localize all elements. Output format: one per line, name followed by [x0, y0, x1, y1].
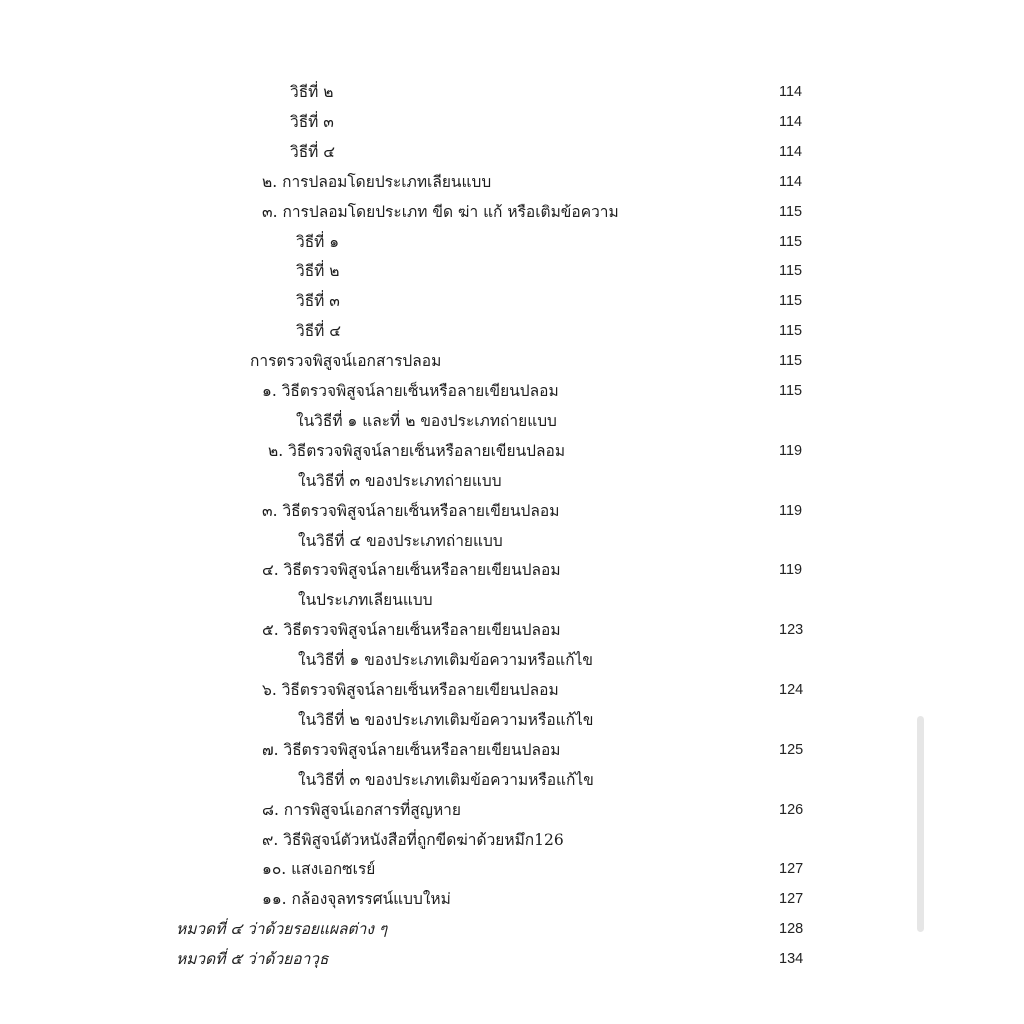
toc-entry-page-number: 114 — [779, 84, 803, 100]
toc-entry-page-number: 115 — [779, 293, 803, 310]
toc-entry-title: วิธีที่ ๓ — [296, 292, 340, 311]
toc-entry-page-number: 114 — [779, 113, 803, 130]
toc-entry — [268, 436, 565, 466]
toc-entry — [298, 645, 593, 675]
toc-entry-title: ๕. วิธีตรวจพิสูจน์ลายเซ็นหรือลายเขียนปลอม — [262, 621, 561, 640]
toc-entry-page-number: 115 — [779, 323, 803, 340]
toc-entry-page-number: 128 — [779, 921, 804, 938]
toc-entry-title: ๒. การปลอมโดยประเภทเลียนแบบ — [262, 172, 492, 191]
toc-entry — [290, 77, 334, 107]
toc-entry — [298, 705, 593, 735]
toc-entry-title: วิธีที่ ๔ — [290, 142, 336, 161]
toc-entry-title: ๓. วิธีตรวจพิสูจน์ลายเซ็นหรือลายเขียนปลอม — [262, 501, 560, 520]
toc-entry — [296, 256, 340, 286]
toc-entry-page-number: 125 — [779, 741, 804, 758]
toc-entry — [262, 555, 561, 585]
toc-entry-title: หมวดที่ ๕ ว่าด้วยอาวุธ — [176, 950, 329, 969]
toc-entry — [262, 167, 491, 197]
toc-entry-title: ๘. การพิสูจน์เอกสารที่สูญหาย — [262, 800, 461, 819]
toc-entry-page-number: 115 — [779, 263, 803, 280]
toc-entry-page-number: 119 — [779, 562, 803, 579]
toc-entry-title: วิธีที่ ๑ — [296, 232, 340, 251]
toc-entry-page-number: 119 — [779, 502, 803, 519]
toc-entry-title: หมวดที่ ๔ ว่าด้วยรอยแผลต่าง ๆ — [176, 920, 388, 939]
toc-entry-page-number: 119 — [779, 442, 803, 459]
toc-entry — [290, 137, 335, 167]
toc-entry — [298, 765, 594, 795]
toc-entry — [262, 675, 559, 705]
toc-entry-title: ๖. วิธีตรวจพิสูจน์ลายเซ็นหรือลายเขียนปลอม — [262, 681, 559, 699]
toc-entry-title: วิธีที่ ๔ — [296, 322, 342, 341]
toc-entry-title: ๑. วิธีตรวจพิสูจน์ลายเซ็นหรือลายเขียนปลอม — [262, 382, 559, 400]
toc-entry — [296, 406, 557, 436]
toc-entry — [250, 346, 441, 376]
toc-entry — [298, 526, 503, 556]
toc-entry-page-number: 115 — [779, 203, 803, 220]
toc-entry — [262, 795, 461, 825]
toc-entry — [298, 585, 433, 615]
toc-entry-page-number: 123 — [779, 622, 804, 639]
toc-entry-page-number: 126 — [779, 801, 804, 818]
toc-entry-title: ในวิธีที่ ๔ ของประเภทถ่ายแบบ — [298, 531, 503, 550]
toc-entry-page-number: 114 — [779, 143, 803, 160]
toc-entry-page-number: 115 — [779, 383, 803, 399]
toc-entry-title: ในวิธีที่ ๒ ของประเภทเติมข้อความหรือแก้ไข — [298, 710, 594, 729]
toc-entry-title: ๑๐. แสงเอกซเรย์ — [262, 860, 376, 879]
vertical-scrollbar[interactable] — [917, 716, 924, 932]
toc-entry — [298, 466, 502, 496]
toc-entry-page-number: 124 — [779, 682, 804, 698]
toc-entry-title: ในวิธีที่ ๓ ของประเภทถ่ายแบบ — [298, 471, 502, 490]
toc-entry-title: ในวิธีที่ ๑ ของประเภทเติมข้อความหรือแก้ไข — [298, 651, 594, 670]
toc-entry-title: ๗. วิธีตรวจพิสูจน์ลายเซ็นหรือลายเขียนปลอม — [262, 740, 561, 759]
toc-entry-title: ในวิธีที่ ๑ และที่ ๒ ของประเภทถ่ายแบบ — [296, 411, 557, 430]
toc-entry-page-number: 115 — [779, 233, 803, 250]
toc-entry — [296, 316, 341, 346]
toc-entry — [262, 735, 560, 765]
toc-entry — [262, 854, 375, 884]
toc-entry-title: ๔. วิธีตรวจพิสูจน์ลายเซ็นหรือลายเขียนปลอม — [262, 561, 561, 580]
toc-entry-title: วิธีที่ ๓ — [290, 112, 334, 131]
toc-entry — [176, 914, 387, 944]
toc-entry — [262, 197, 619, 227]
toc-entry — [262, 376, 559, 406]
toc-entry-page-number: 114 — [779, 173, 803, 190]
toc-entry — [262, 825, 564, 855]
toc-entry-title: วิธีที่ ๒ — [290, 83, 334, 101]
toc-entry-page-number: 134 — [779, 951, 804, 968]
toc-entry — [262, 496, 559, 526]
toc-entry — [296, 286, 340, 316]
toc-entry-title: ๑๑. กล้องจุลทรรศน์แบบใหม่ — [262, 890, 451, 909]
toc-entry-page-number: 115 — [779, 353, 803, 370]
toc-entry-title: ๙. วิธีพิสูจน์ตัวหนังสือที่ถูกขีดฆ่าด้วยหมึก126 — [262, 830, 564, 849]
toc-entry-title: วิธีที่ ๒ — [296, 262, 340, 281]
toc-entry — [176, 944, 328, 974]
toc-entry — [262, 884, 451, 914]
toc-entry — [296, 227, 339, 257]
toc-entry — [262, 615, 561, 645]
toc-entry-title: การตรวจพิสูจน์เอกสารปลอม — [250, 352, 442, 371]
toc-entry-title: ๒. วิธีตรวจพิสูจน์ลายเซ็นหรือลายเขียนปลอม — [268, 441, 566, 460]
toc-entry-page-number: 127 — [779, 861, 804, 878]
toc-entry-page-number: 127 — [779, 891, 804, 908]
toc-entry-title: ในประเภทเลียนแบบ — [298, 591, 433, 610]
toc-entry — [290, 107, 334, 137]
toc-entry-title: ในวิธีที่ ๓ ของประเภทเติมข้อความหรือแก้ไข — [298, 770, 594, 789]
toc-entry-title: ๓. การปลอมโดยประเภท ขีด ฆ่า แก้ หรือเติมข้อความ — [262, 202, 619, 221]
